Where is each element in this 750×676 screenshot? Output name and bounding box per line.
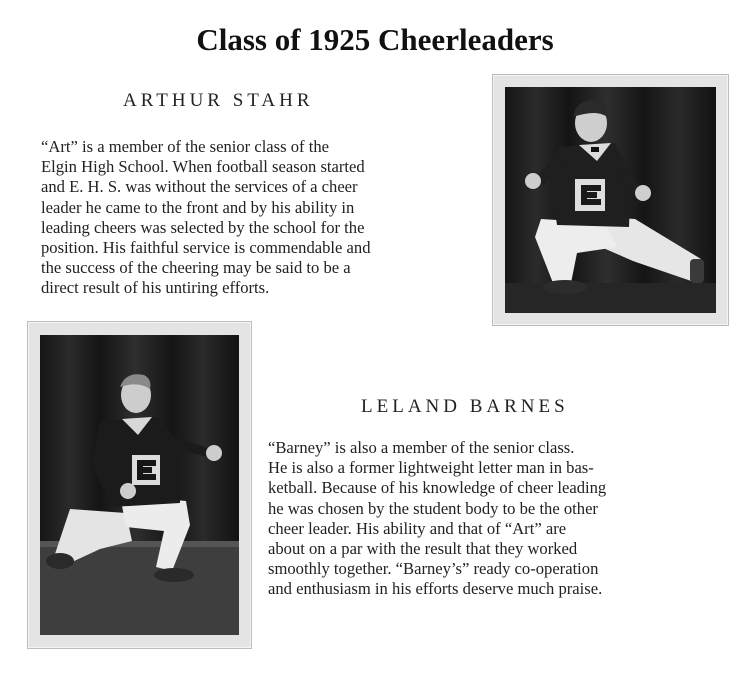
- bio-line: leading cheers was selected by the school for the: [41, 217, 365, 237]
- kneeling-cheerleader-photo-icon: [505, 87, 716, 313]
- bio-line: “Barney” is also a member of the senior class.: [268, 438, 575, 457]
- bio-line: about on a par with the result that they worked: [268, 539, 578, 559]
- bio-line: he was chosen by the student body to be the other: [268, 498, 598, 518]
- bio-line: direct result of his untiring efforts.: [41, 278, 270, 298]
- photo-frame-leland-barnes: [27, 321, 252, 649]
- profile-name-arthur-stahr: ARTHUR STAHR: [123, 90, 314, 111]
- photo-frame-arthur-stahr: [492, 74, 729, 326]
- bio-line: ketball. Because of his knowledge of cheer leading: [268, 478, 607, 498]
- kneeling-cheerleader-photo-icon: [40, 335, 239, 635]
- photo-arthur-stahr: [505, 87, 716, 313]
- bio-line: Elgin High School. When football season started: [41, 157, 365, 177]
- bio-line: the success of the cheering may be said to be a: [41, 258, 351, 278]
- profile-bio-arthur-stahr: [41, 137, 466, 319]
- bio-line: cheer leader. His ability and that of “Art” are: [268, 518, 567, 538]
- bio-line: leader he came to the front and by his ability in: [41, 197, 355, 217]
- photo-leland-barnes: [40, 335, 239, 635]
- bio-line: “Art” is a member of the senior class of the: [41, 137, 329, 156]
- bio-line: position. His faithful service is commendable and: [41, 238, 371, 258]
- bio-line: He is also a former lightweight letter man in bas-: [268, 458, 594, 478]
- bio-line: and enthusiasm in his efforts deserve much praise.: [268, 579, 603, 599]
- page-title: Class of 1925 Cheerleaders: [196, 22, 554, 57]
- bio-line: smoothly together. “Barney’s” ready co-operation: [268, 559, 599, 579]
- profile-bio-leland-barnes: [268, 438, 714, 620]
- bio-line: and E. H. S. was without the services of a cheer: [41, 177, 358, 197]
- profile-name-leland-barnes: LELAND BARNES: [361, 396, 569, 417]
